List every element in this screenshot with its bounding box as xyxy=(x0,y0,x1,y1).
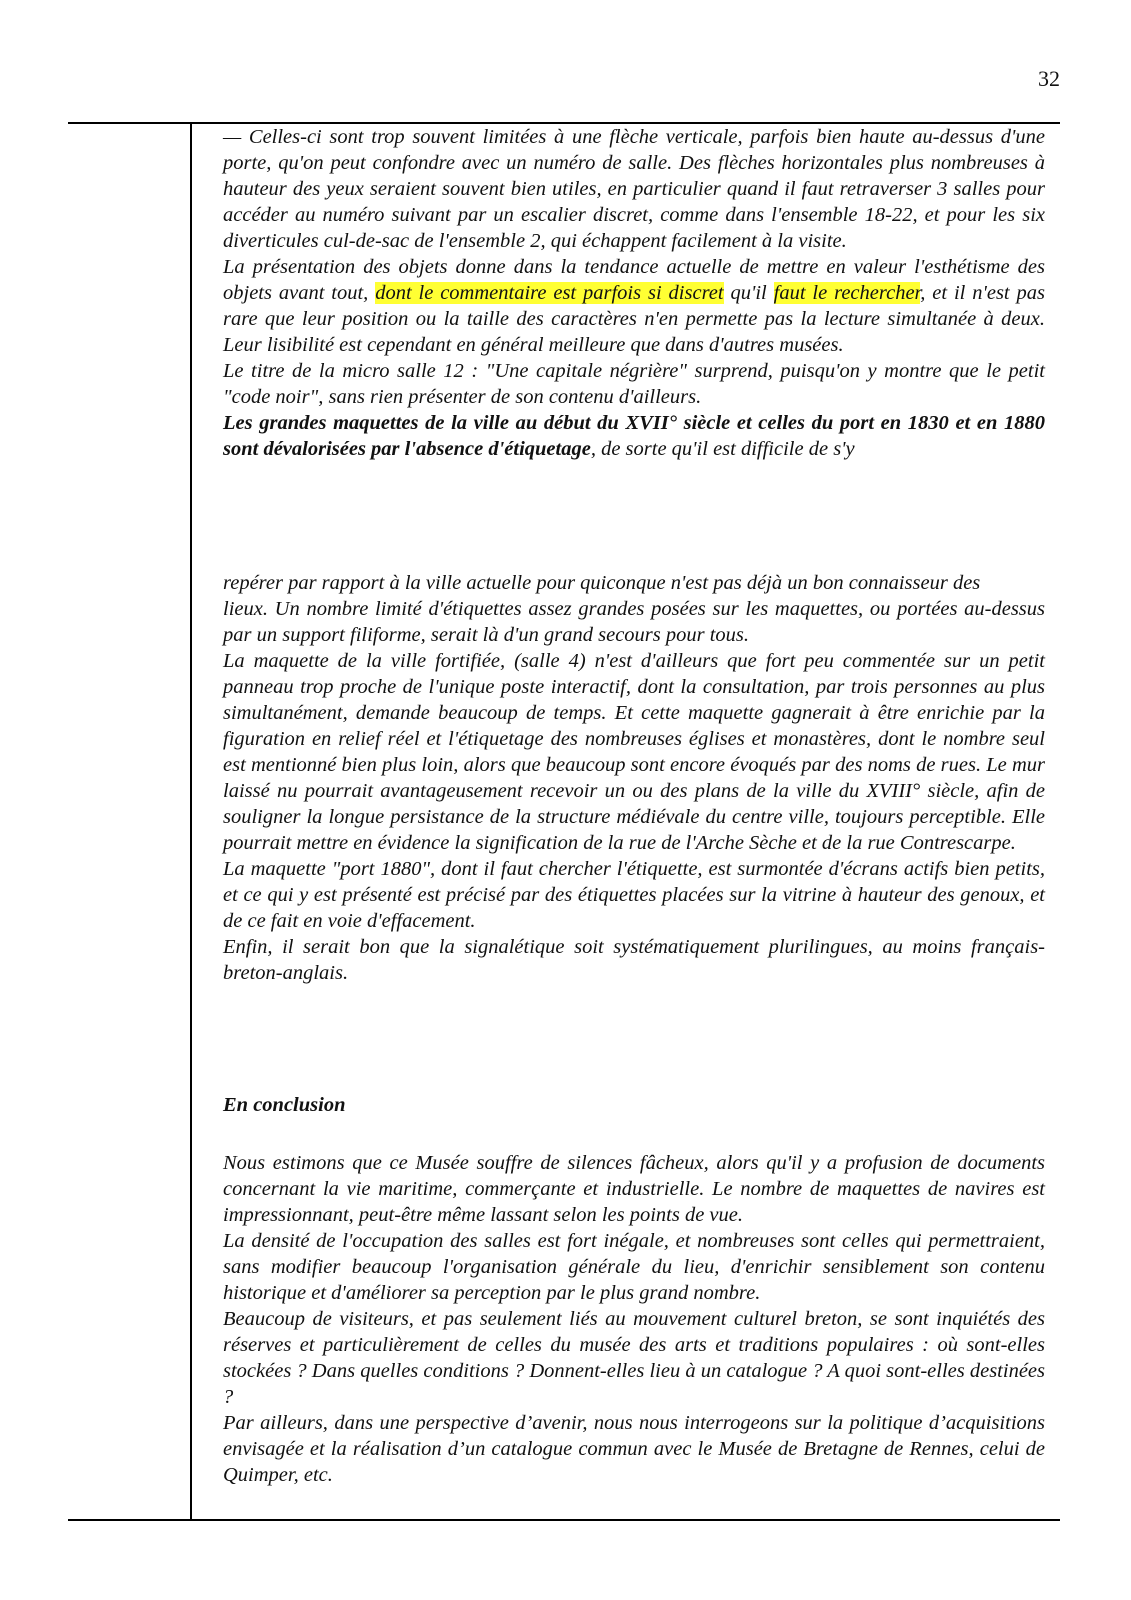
paragraph-arrows: — Celles-ci sont trop souvent limitées à une flèche verticale, parfois bien haute au-dessus d'une porte, qu'on peut confondre avec un numéro de salle. Des flèches horizontales plus nombreuses à hauteur des yeux seraient souvent bien utiles, en particulier quand il faut retraverser 3 salles pour accéder au numéro suivant par un escalier discret, comme dans l'ensemble 18-22, et pour les six diverticules cul-de-sac de l'ensemble 2, qui échappent facilement à la visite. xyxy=(223,126,1045,252)
paragraph-port-1880: La maquette "port 1880", dont il faut chercher l'étiquette, est surmontée d'écrans actifs bien petits, et ce qui y est présenté est précisé par des étiquettes placées sur la vitrine à hauteur des genoux, et de ce fait en voie d'effacement. xyxy=(223,858,1045,932)
bottom-rule xyxy=(68,1519,1060,1521)
maquettes-bold-text: Les grandes maquettes de la ville au début du XVII° siècle et celles du port en 1830 et en 1880 sont dévalorisées par l'absence d'étiquetage xyxy=(223,412,1045,460)
text-block-conclusion xyxy=(223,1150,1045,1488)
highlight-rechercher: faut le rechercher xyxy=(773,282,921,304)
paragraph-maquettes xyxy=(223,410,1045,462)
paragraph-silences: Nous estimons que ce Musée souffre de silences fâcheux, alors qu'il y a profusion de documents concernant la vie maritime, commerçante et industrielle. Le nombre de maquettes de navires est impressionnant, peut-être même lassant selon les points de vue. xyxy=(223,1152,1045,1226)
margin-rule xyxy=(190,122,192,1519)
paragraph-salle-12: Le titre de la micro salle 12 : "Une capitale négrière" surprend, puisqu'on y montre que le petit "code noir", sans rien présenter de son contenu d'ailleurs. xyxy=(223,360,1045,408)
presentation-text-b: qu'il xyxy=(723,282,774,304)
text-block-middle xyxy=(223,570,1045,986)
paragraph-lieux: lieux. Un nombre limité d'étiquettes assez grandes posées sur les maquettes, ou portées au-dessus par un support filiforme, serait là d'un grand secours pour tous. xyxy=(223,598,1045,646)
presentation-text-c: , et il n'est pas rare que leur position ou la taille des caractères n'en permette pas la lecture simultanée à deux. Leur lisibilité est cependant en général meilleure que dans d'autres musées. xyxy=(223,282,1045,356)
paragraph-densite: La densité de l'occupation des salles est fort inégale, et nombreuses sont celles qui permettraient, sans modifier beaucoup l'organisation générale du lieu, d'enrichir sensiblement son contenu historique et d'améliorer sa perception par le plus grand nombre. xyxy=(223,1230,1045,1304)
paragraph-presentation xyxy=(223,254,1045,358)
section-heading-conclusion: En conclusion xyxy=(223,1094,346,1116)
page-number: 32 xyxy=(1038,66,1060,91)
highlight-discret: dont le commentaire est parfois si discret xyxy=(375,282,724,304)
text-block-top xyxy=(223,124,1045,462)
paragraph-reserves: Beaucoup de visiteurs, et pas seulement liés au mouvement culturel breton, se sont inquiétés des réserves et particulièrement de celles du musée des arts et traditions populaires : où sont-elles stockées ? Dans quelles conditions ? Donnent-elles lieu à un catalogue ? A quoi sont-elles destinées ? xyxy=(223,1308,1045,1408)
paragraph-signaletique: Enfin, il serait bon que la signalétique soit systématiquement plurilingues, au moins français-breton-anglais. xyxy=(223,936,1045,984)
maquettes-rest-text: , de sorte qu'il est difficile de s'y xyxy=(590,438,855,460)
paragraph-ville-fortifiee: La maquette de la ville fortifiée, (salle 4) n'est d'ailleurs que fort peu commentée sur un petit panneau trop proche de l'unique poste interactif, dont la consultation, par trois personnes au plus simultanément, demande beaucoup de temps. Et cette maquette gagnerait à être enrichie par la figuration en relief réel et l'étiquetage des nombreuses églises et monastères, dont le nombre seul est mentionné bien plus loin, alors que beaucoup sont encore évoqués par des noms de rues. Le mur laissé nu pourrait avantageusement recevoir un ou des plans de la ville du XVIII° siècle, afin de souligner la longue persistance de la structure médiévale du centre ville, toujours perceptible. Elle pourrait mettre en évidence la signification de la rue de l'Arche Sèche et de la rue Contrescarpe. xyxy=(223,650,1045,854)
paragraph-reperer: repérer par rapport à la ville actuelle pour quiconque n'est pas déjà un bon connaisseur des xyxy=(223,572,981,594)
paragraph-acquisitions: Par ailleurs, dans une perspective d’avenir, nous nous interrogeons sur la politique d’acquisitions envisagée et la réalisation d’un catalogue commun avec le Musée de Bretagne de Rennes, celui de Quimper, etc. xyxy=(223,1412,1045,1486)
presentation-text-a: La présentation des objets donne dans la tendance actuelle de mettre en valeur l'esthétisme des objets avant tout, xyxy=(223,256,1045,304)
